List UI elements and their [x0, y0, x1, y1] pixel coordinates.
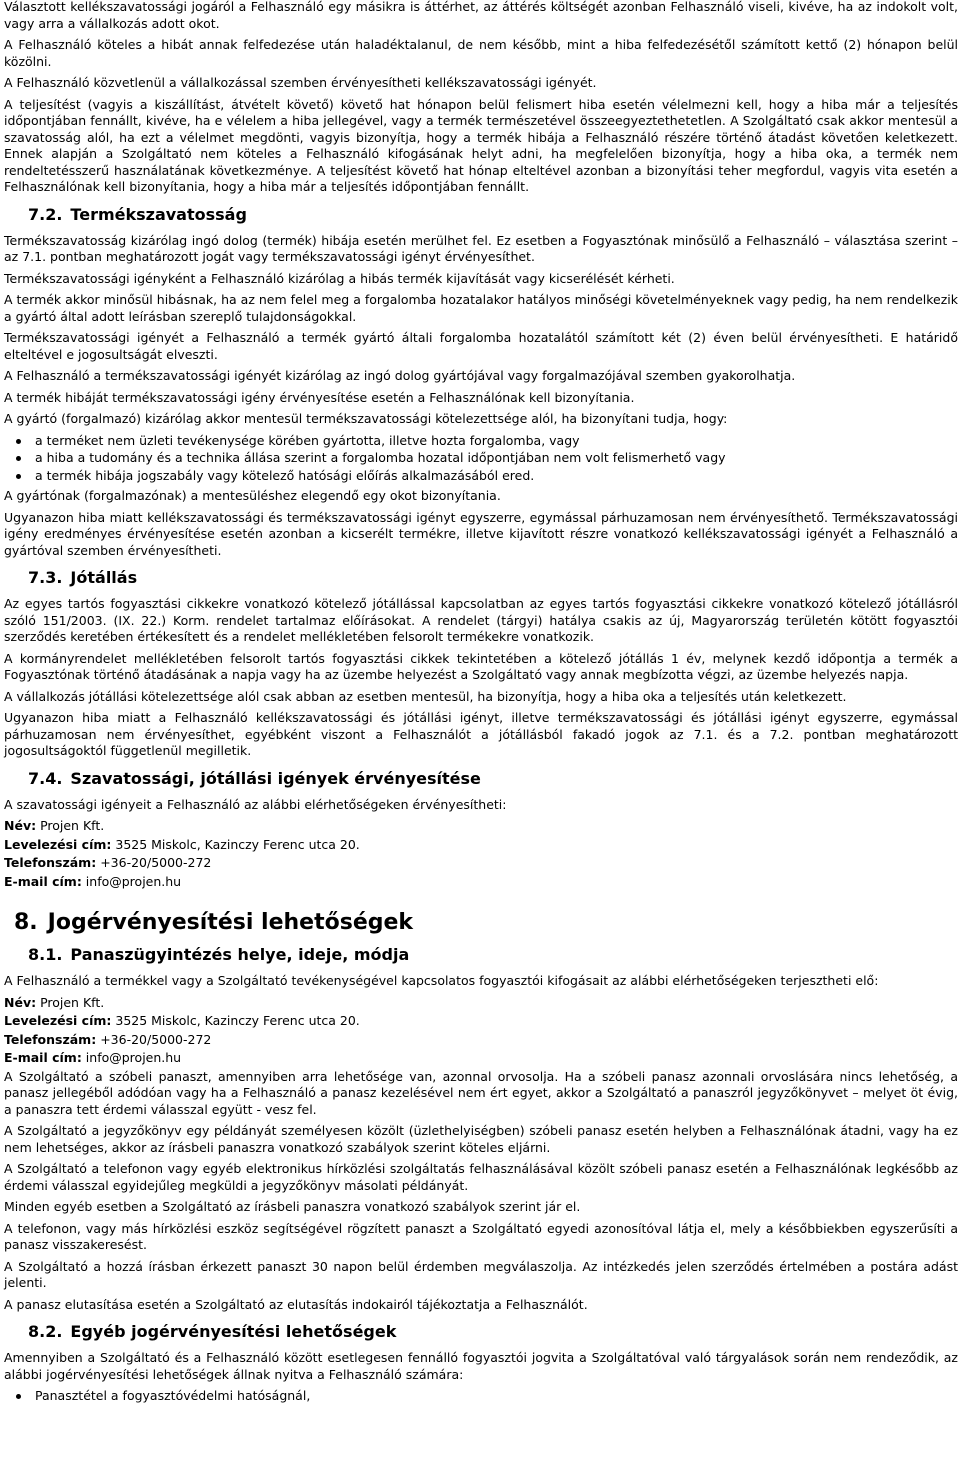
contact-name	[4, 995, 958, 1012]
paragraph: A teljesítést (vagyis a kiszállítást, átvételt követő) követő hat hónapon belül felismert hiba esetén vélelmezni kell, hogy a hiba már a teljesítés időpontjában fennállt, kivéve, ha e vélelem a hiba jellegével, vagy a termék természetével összeegyeztethetetlen. A Szolgáltató csak akkor mentesül a szavatosság alól, ha ezt a vélelmet megdönti, vagyis bizonyítja, hogy a termék hibája a Felhasználó részére történő átadást követően keletkezett. Ennek alapján a Szolgáltató nem köteles a Felhasználó kifogásának helyt adni, ha megfelelően bizonyítja, hogy a hiba oka, a termék nem rendeltetésszerű használatának következménye. A teljesítést követő hat hónap elteltével azonban a bizonyítási teher megfordul, vagyis vita esetén a Felhasználónak kell bizonyítania, hogy a hiba már a teljesítés időpontjában fennállt.	[4, 96, 958, 194]
contact-label: Telefonszám:	[4, 855, 97, 870]
contact-email	[4, 874, 958, 891]
contact-value: info@projen.hu	[81, 873, 182, 889]
section-number: 7.3.	[28, 568, 63, 587]
section-title: Termékszavatosság	[70, 204, 247, 224]
paragraph: A Szolgáltató a jegyzőkönyv egy példányát személyesen közölt (üzlethelyiségben) szóbeli panasz esetén helyben a Felhasználónak átadni, vagy ha ez nem lehetséges, akkor az írásbeli panaszra vonatkozó szabályok szerint köteles eljárni.	[4, 1123, 958, 1155]
contact-address	[4, 1013, 958, 1030]
paragraph: A panasz elutasítása esetén a Szolgáltató az elutasítás indokairól tájékoztatja a Felhasználót.	[4, 1296, 588, 1312]
contact-value: 3525 Miskolc, Kazinczy Ferenc utca 20.	[111, 836, 360, 852]
contact-value: 3525 Miskolc, Kazinczy Ferenc utca 20.	[111, 1013, 360, 1028]
contact-label: E-mail cím:	[4, 1050, 82, 1065]
paragraph: A Szolgáltató a szóbeli panaszt, amennyiben arra lehetősége van, azonnal orvosolja. Ha a szóbeli panasz azonnali orvoslására nincs lehetőség, a panasz jellegéből adódóan vagy ha a Felhasználó a panasz kezelésével nem ért egyet, akkor a Szolgáltató a panaszról jegyzőkönyvet – melyet öt évig, a panaszra tett érdemi válasszal együtt - vesz fel.	[4, 1068, 958, 1117]
section-title: Szavatossági, jótállási igények érvényesítése	[70, 768, 481, 788]
paragraph: A telefonon, vagy más hírközlési eszköz segítségével rögzített panaszt a Szolgáltató egyedi azonosítóval látja el, mely a későbbiekben egyszerűsíti a panasz visszakeresést.	[4, 1220, 958, 1252]
contact-phone	[4, 1032, 958, 1049]
paragraph: A Szolgáltató a hozzá írásban érkezett panaszt 30 napon belül érdemben megválaszolja. Az intézkedés jelen szerződés értelmében a postára adást jelenti.	[4, 1258, 958, 1290]
section-title: Panaszügyintézés helye, ideje, módja	[70, 945, 410, 964]
paragraph: A termék akkor minősül hibásnak, ha az nem felel meg a forgalomba hozatalakor hatályos minőségi követelményeknek vagy pedig, ha nem rendelkezik a gyártó által adott leírásban szereplő tulajdonságokkal.	[4, 292, 958, 324]
paragraph: Termékszavatosság kizárólag ingó dolog (termék) hibája esetén merülhet fel. Ez esetben a Fogyasztónak minősülő a Felhasználó – választása szerint – az 7.1. pontban meghatározott jogát vagy termékszavatossági igényt érvényesíthet.	[4, 232, 958, 264]
contact-email	[4, 1050, 958, 1067]
paragraph: A vállalkozás jótállási kötelezettsége alól csak abban az esetben mentesül, ha bizonyítja, hogy a hiba oka a teljesítés után keletkezett.	[4, 688, 847, 704]
paragraph: A gyártónak (forgalmazónak) a mentesüléshez elegendő egy okot bizonyítania.	[4, 488, 501, 503]
bullet-list	[4, 1388, 958, 1405]
contact-label: Név:	[4, 818, 37, 833]
paragraph: Termékszavatossági igényét a Felhasználó a termék gyártó általi forgalomba hozatalától számított két (2) éven belül érvényesítheti. E határidő elteltével e jogosultságát elveszti.	[4, 330, 958, 362]
paragraph: Az egyes tartós fogyasztási cikkekre vonatkozó kötelező jótállással kapcsolatban az egyes tartós fogyasztási cikkekre vonatkozó kötelező jótállásról szóló 151/2003. (IX. 22.) Korm. rendelet tartalmaz előírásokat. A rendelet (tárgyi) hatálya csakis az új, Magyarország területén kötött fogyasztói szerződés keretében értékesített és a rendelet mellékletében felsorolt termékekre vonatkozik.	[4, 596, 958, 644]
section-heading-7-4	[28, 769, 958, 789]
paragraph: A kormányrendelet mellékletében felsorolt tartós fogyasztási cikkek tekintetében a kötelező jótállás 1 év, melynek kezdő időpontja a termék a Fogyasztónak történő átadásának a napja vagy ha az üzembe helyezést a Szolgáltató vagy annak megbízotta végzi, az üzembe helyezés napja.	[4, 650, 958, 682]
paragraph: Termékszavatossági igényként a Felhasználó kizárólag a hibás termék kijavítását vagy kicserélését kérheti.	[4, 270, 675, 286]
paragraph: Minden egyéb esetben a Szolgáltató az írásbeli panaszra vonatkozó szabályok szerint jár el.	[4, 1199, 581, 1214]
section-number: 7.4.	[28, 768, 63, 788]
contact-value: +36-20/5000-272	[96, 1031, 212, 1047]
contact-label: Név:	[4, 994, 37, 1010]
paragraph: A Felhasználó a termékkel vagy a Szolgáltató tevékenységével kapcsolatos fogyasztói kifogásait az alábbi elérhetőségeken terjesztheti elő:	[4, 973, 879, 988]
contact-name	[4, 818, 958, 835]
paragraph: A szavatossági igényeit a Felhasználó az alábbi elérhetőségeken érvényesítheti:	[4, 796, 507, 812]
chapter-title: Jogérvényesítési lehetőségek	[47, 910, 414, 935]
bullet-list	[4, 433, 958, 485]
paragraph: A gyártó (forgalmazó) kizárólag akkor mentesül termékszavatossági kötelezettsége alól, ha bizonyítani tudja, hogy:	[4, 411, 728, 426]
paragraph: Választott kellékszavatossági jogáról a Felhasználó egy másikra is áttérhet, az áttérés költségét azonban Felhasználó viseli, kivéve, ha az indokolt volt, vagy arra a vállalkozás adott okot.	[4, 0, 958, 31]
section-title: Egyéb jogérvényesítési lehetőségek	[70, 1322, 397, 1341]
paragraph: Amennyiben a Szolgáltató és a Felhasználó között esetlegesen fennálló fogyasztói jogvita a Szolgáltatóval való tárgyalások során nem rendeződik, az alábbi jogérvényesítési lehetőségek állnak nyitva a Felhasználó számára:	[4, 1350, 958, 1382]
paragraph: Ugyanazon hiba miatt kellékszavatossági és termékszavatossági igényt egyszerre, egymással párhuzamosan nem érvényesíthető. Termékszavatossági igény eredményes érvényesítése esetén azonban a kicserélt termékre, illetve kijavított részre vonatkozó kellékszavatossági igényét a Felhasználó a gyártóval szemben érvényesítheti.	[4, 509, 958, 558]
contact-label: Levelezési cím:	[4, 836, 112, 852]
contact-value: info@projen.hu	[81, 1050, 182, 1065]
paragraph: A Felhasználó közvetlenül a vállalkozással szemben érvényesítheti kellékszavatossági igényét.	[4, 75, 597, 90]
contact-value: Projen Kft.	[36, 818, 105, 833]
contact-label: Levelezési cím:	[4, 1013, 112, 1028]
paragraph: A Felhasználó a termékszavatossági igényét kizárólag az ingó dolog gyártójával vagy forgalmazójával szemben gyakorolhatja.	[4, 368, 796, 383]
paragraph: A Felhasználó köteles a hibát annak felfedezése után haladéktalanul, de nem később, mint a hiba felfedezésétől számított kettő (2) hónapon belül közölni.	[4, 37, 958, 69]
paragraph: Ugyanazon hiba miatt a Felhasználó kellékszavatossági és jótállási igényt, illetve termékszavatossági és jótállási igényt egyszerre, egymással párhuzamosan nem érvényesíthet, egyébként viszont a Felhasználót a jótállásból fakadó jogok az 7.1. és a 7.2. pontban meghatározott jogosultságoktól függetlenül megilletik.	[4, 710, 958, 758]
list-item: Panasztétel a fogyasztóvédelmi hatóságnál,	[4, 1388, 958, 1405]
section-heading-8-2	[28, 1322, 958, 1342]
list-item: a termék hibája jogszabály vagy kötelező hatósági előírás alkalmazásából ered.	[4, 468, 958, 485]
paragraph: A termék hibáját termékszavatossági igény érvényesítése esetén a Felhasználónak kell bizonyítania.	[4, 389, 635, 405]
section-heading-7-3	[28, 568, 958, 588]
list-item: a hiba a tudomány és a technika állása szerint a forgalomba hozatal időpontjában nem volt felismerhető vagy	[4, 450, 958, 467]
section-heading-8-1	[28, 945, 958, 965]
chapter-heading-8	[14, 910, 958, 936]
chapter-number: 8.	[14, 910, 38, 935]
document-body	[4, 0, 958, 1409]
contact-value: Projen Kft.	[36, 994, 105, 1010]
section-number: 8.2.	[28, 1322, 63, 1341]
section-number: 7.2.	[28, 204, 63, 224]
contact-label: Telefonszám:	[4, 1031, 97, 1047]
contact-address	[4, 837, 958, 854]
section-number: 8.1.	[28, 945, 63, 964]
contact-label: E-mail cím:	[4, 873, 82, 889]
list-item: a terméket nem üzleti tevékenysége körében gyártotta, illetve hozta forgalomba, vagy	[4, 433, 958, 450]
paragraph: A Szolgáltató a telefonon vagy egyéb elektronikus hírközlési szolgáltatás felhasználásával közölt szóbeli panasz esetén a Felhasználónak legkésőbb az érdemi válasszal egyidejűleg megküldi a jegyzőkönyv másolati példányát.	[4, 1161, 958, 1193]
section-title: Jótállás	[70, 568, 138, 587]
section-heading-7-2	[28, 205, 958, 225]
contact-phone	[4, 855, 958, 872]
contact-value: +36-20/5000-272	[96, 855, 212, 870]
